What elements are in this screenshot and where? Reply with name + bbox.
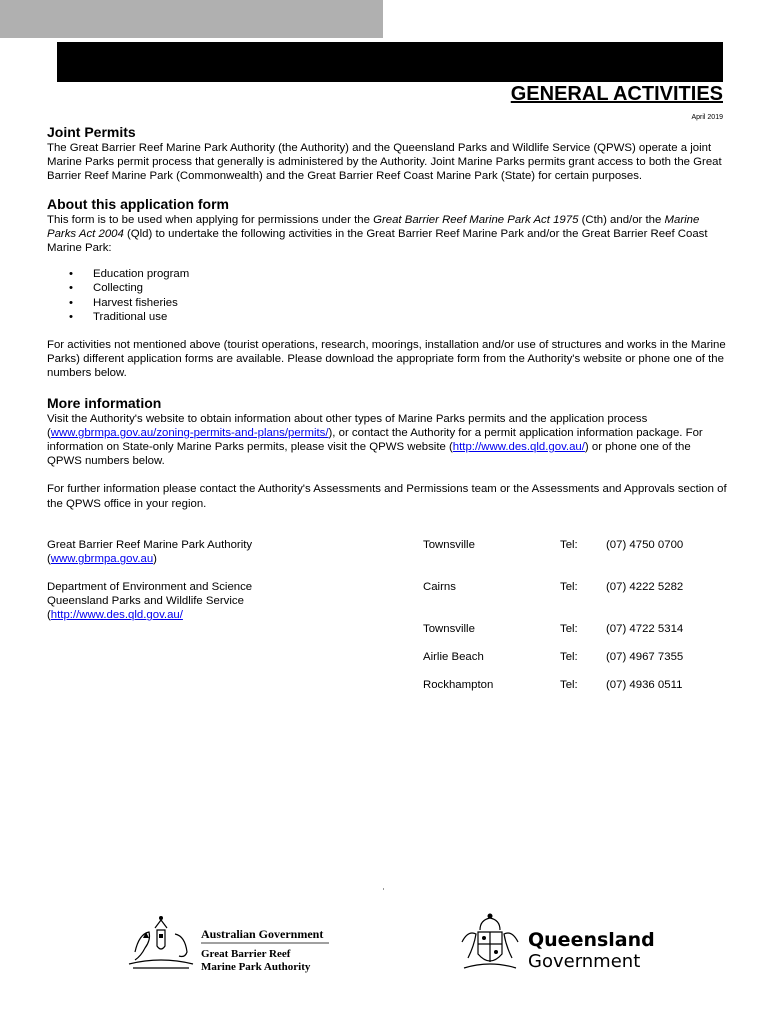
phone-location: Airlie Beach: [423, 651, 484, 663]
document-body: [47, 124, 727, 511]
queensland-government-logo: [458, 912, 658, 983]
paren-open: (: [47, 553, 51, 566]
phone-number: (07) 4722 5314: [606, 623, 684, 635]
more-info-section: [47, 395, 727, 511]
des-name: Department of Environment and Science: [47, 581, 253, 593]
about-heading: About this application form: [47, 195, 229, 212]
phone-number: (07) 4967 7355: [606, 651, 684, 663]
gbrmpa-permits-link[interactable]: www.gbrmpa.gov.au/zoning-permits-and-plans/permits/: [50, 426, 329, 439]
joint-permits-heading: Joint Permits: [47, 124, 136, 140]
about-note: For activities not mentioned above (tourist operations, research, moorings, installation and/or use of structures and works in the Marine Parks) different application forms are available. Please download the appropriate form from the Authority's website or phone one of the numbers below.: [47, 339, 726, 380]
tel-label: Tel:: [560, 651, 578, 663]
qpws-name: Queensland Parks and Wildlife Service: [47, 595, 244, 608]
aus-gov-line3: Marine Park Authority: [201, 961, 311, 973]
tel-label: Tel:: [560, 623, 578, 635]
phone-location: Townsville: [423, 539, 475, 551]
marine-parks-act-title: Marine Parks Act 2004: [47, 213, 700, 240]
footer-divider-mark: [383, 888, 384, 890]
paren-open: (: [47, 609, 51, 622]
gbrmpa-contact: [47, 538, 252, 566]
about-intro-part3: (Qld) to undertake the following activities in the Great Barrier Reef Marine Park and/or the Great Barrier Reef Coast Marine Park:: [47, 227, 708, 255]
des-website-link-2[interactable]: http://www.des.qld.gov.au/: [50, 609, 183, 622]
header-grey-tab: [0, 0, 383, 38]
phone-location: Rockhampton: [423, 679, 494, 691]
about-intro-part1: This form is to be used when applying for permissions under the: [47, 213, 374, 226]
document-date: April 2019: [691, 114, 723, 121]
list-item: • Education program: [93, 267, 727, 281]
queensland-crest-icon: [458, 912, 658, 978]
more-info-part2: ), or contact the Authority for a permit application information package. For information on State-only Marine Parks permits, please visit the QPWS website (: [47, 426, 703, 454]
aus-gov-line2: Great Barrier Reef: [201, 948, 291, 960]
tel-label: Tel:: [560, 539, 578, 551]
coat-of-arms-icon: [125, 912, 340, 978]
des-contact: [47, 580, 252, 623]
more-info-part3: ) or phone one of the QPWS numbers below.: [47, 441, 691, 468]
page-title: GENERAL ACTIVITIES: [510, 83, 723, 105]
more-info-text: [47, 412, 727, 469]
des-website: [47, 608, 252, 622]
gbrmpa-website-link[interactable]: www.gbrmpa.gov.au: [50, 553, 154, 566]
phone-location: Cairns: [423, 581, 456, 593]
phone-number: (07) 4750 0700: [606, 539, 684, 551]
about-intro-part2: (Cth) and/or the: [578, 213, 665, 226]
activities-list: [47, 267, 727, 324]
qld-line2: Government: [528, 951, 641, 972]
further-info-text: For further information please contact the Authority's Assessments and Permissions team or the Assessments and Approvals section of the QPWS office in your region.: [47, 483, 727, 510]
gbrmp-act-title: Great Barrier Reef Marine Park Act 1975: [373, 213, 579, 226]
list-item: • Collecting: [93, 281, 727, 295]
qld-line1: Queensland: [528, 929, 655, 951]
joint-permits-text: The Great Barrier Reef Marine Park Authority (the Authority) and the Queensland Parks and Wildlife Service (QPWS) operate a joint Marine Parks permit process that generally is administered by the Authority. Joint Marine Parks permits grant access to both the Great Barrier Reef Marine Park (Commonwealth) and the Great Barrier Reef Coast Marine Park (State) for certain purposes.: [47, 142, 722, 183]
gbrmpa-name: Great Barrier Reef Marine Park Authority: [47, 539, 253, 551]
phone-location: Townsville: [423, 623, 475, 635]
about-intro: [47, 213, 727, 256]
aus-gov-line1: Australian Government: [201, 927, 324, 941]
tel-label: Tel:: [560, 679, 578, 691]
paren-close: ): [153, 553, 157, 566]
gbrmpa-website: [47, 552, 252, 566]
more-info-part1: Visit the Authority's website to obtain information about other types of Marine Parks permits and the application process (: [47, 412, 648, 439]
more-info-heading: More information: [47, 394, 162, 411]
australian-government-logo: [125, 912, 340, 983]
header-black-bar: [57, 42, 723, 82]
list-item: • Traditional use: [93, 310, 727, 324]
about-section: [47, 196, 727, 381]
tel-label: Tel:: [560, 581, 578, 593]
phone-number: (07) 4222 5282: [606, 581, 684, 593]
phone-number: (07) 4936 0511: [606, 679, 683, 691]
joint-permits-section: [47, 124, 727, 184]
list-item: • Harvest fisheries: [93, 296, 727, 310]
des-website-link[interactable]: http://www.des.qld.gov.au/: [452, 441, 585, 454]
